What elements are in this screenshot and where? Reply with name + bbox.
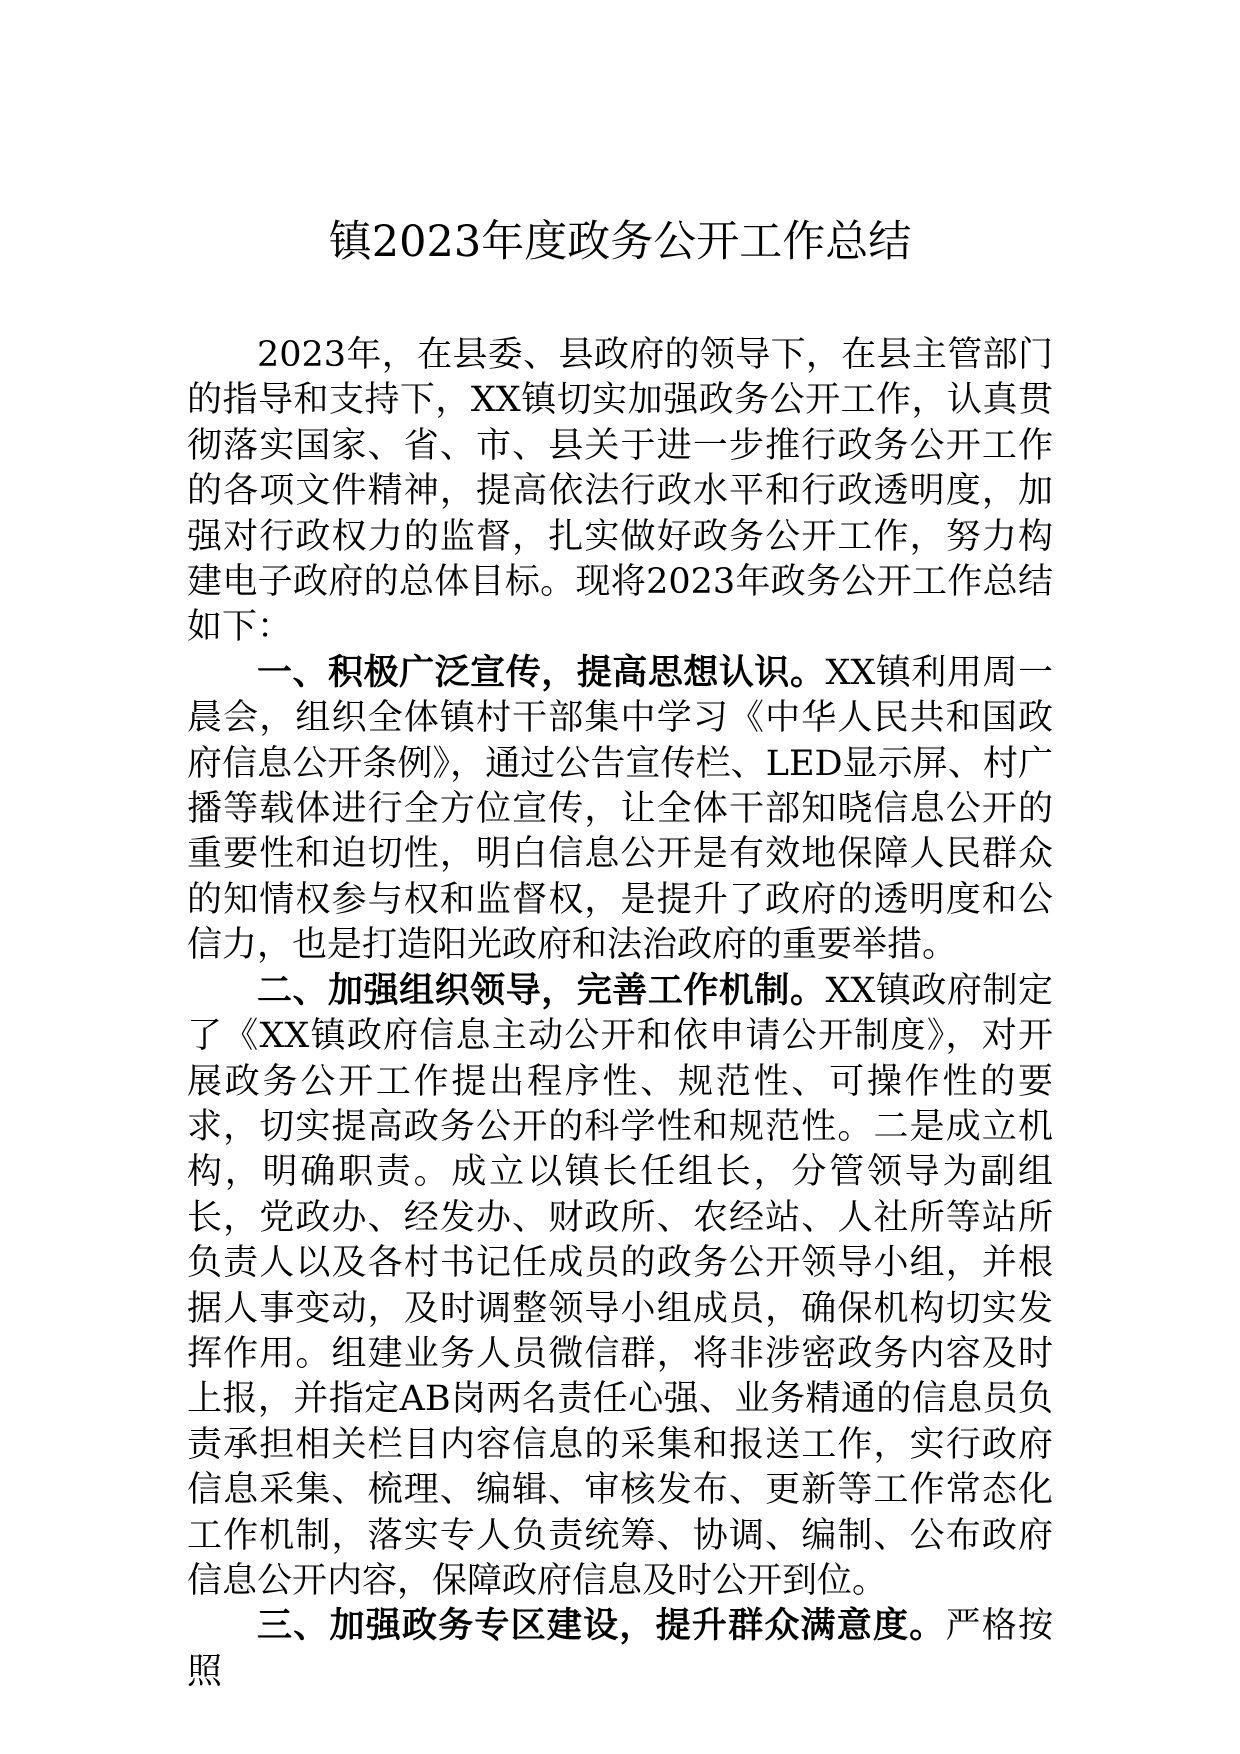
section-one-heading: 一、积极广泛宣传，提高思想认识。 [257, 652, 826, 693]
section-two-text: XX镇政府制定了《XX镇政府信息主动公开和依申请公开制度》，对开展政务公开工作提出程序性、规范性、可操作性的要求，切实提高政务公开的科学性和规范性。二是成立机构，明确职责。成立以镇长任组长，分管领导为副组长，党政办、经发办、财政所、农经站、人社所等站所负责人以及各村书记任成员的政务公开领导小组，并根据人事变动，及时调整领导小组成员，确保机构切实发挥作用。组建业务人员微信群，将非涉密政务内容及时上报，并指定AB岗两名责任心强、业务精通的信息员负责承担相关栏目内容信息的采集和报送工作，实行政府信息采集、梳理、编辑、审核发布、更新等工作常态化工作机制，落实专人负责统筹、协调、编制、公布政府信息公开内容，保障政府信息及时公开到位。 [187, 970, 1053, 1601]
intro-paragraph [187, 333, 1053, 651]
paragraph-text: 2023年，在县委、县政府的领导下，在县主管部门的指导和支持下，XX镇切实加强政务公开工作，认真贯彻落实国家、省、市、县关于进一步推行政务公开工作的各项文件精神，提高依法行政水平和行政透明度，加强对行政权力的监督，扎实做好政务公开工作，努力构建电子政府的总体目标。现将2023年政务公开工作总结如下： [187, 335, 1053, 648]
document-body [187, 333, 1053, 1695]
document-title: 镇2023年度政务公开工作总结 [328, 217, 912, 267]
section-one-paragraph [187, 651, 1053, 969]
section-three-text: 严格按照 [187, 1606, 1053, 1692]
section-three-paragraph [187, 1604, 1053, 1695]
section-two-paragraph [187, 969, 1053, 1605]
section-two-heading: 二、加强组织领导，完善工作机制。 [257, 970, 826, 1011]
section-three-heading: 三、加强政务专区建设，提升群众满意度。 [257, 1606, 946, 1647]
section-one-text: XX镇利用周一晨会，组织全体镇村干部集中学习《中华人民共和国政府信息公开条例》，通过公告宣传栏、LED显示屏、村广播等载体进行全方位宣传，让全体干部知晓信息公开的重要性和迫切性，明白信息公开是有效地保障人民群众的知情权参与权和监督权，是提升了政府的透明度和公信力，也是打造阳光政府和法治政府的重要举措。 [187, 652, 1053, 966]
